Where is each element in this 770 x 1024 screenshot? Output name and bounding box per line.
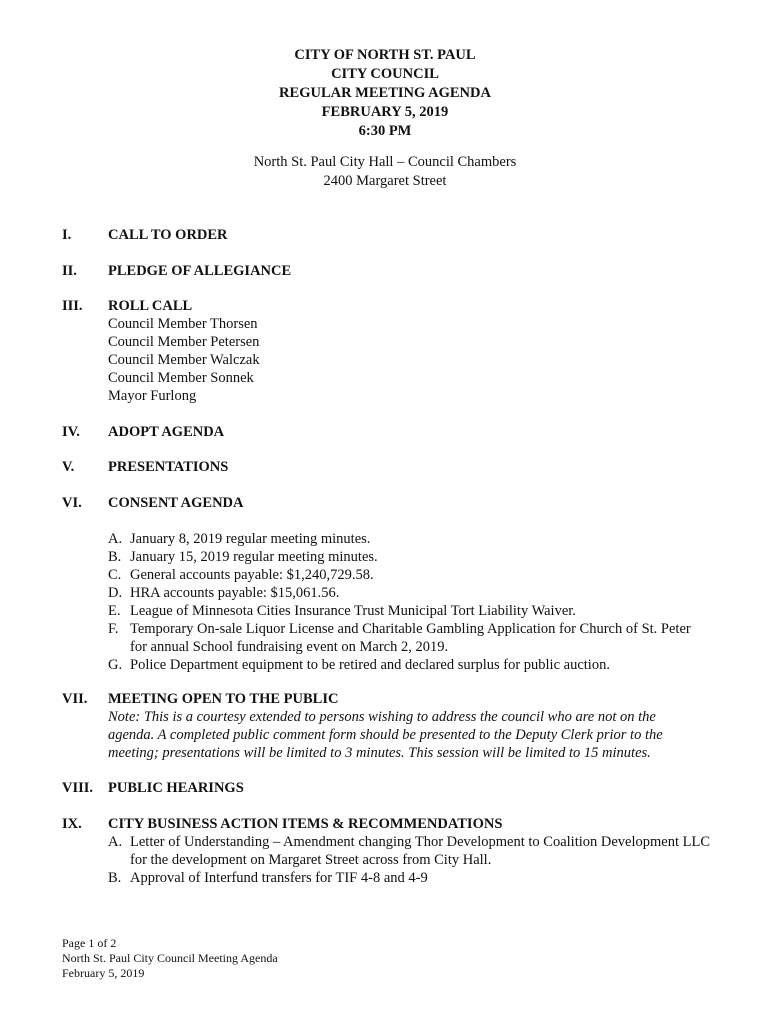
roll-call-member: Council Member Petersen bbox=[108, 334, 260, 350]
section-title: ADOPT AGENDA bbox=[108, 424, 225, 440]
location-address: 2400 Margaret Street bbox=[323, 173, 447, 189]
roll-call-member: Council Member Walczak bbox=[108, 352, 260, 368]
section-title: CITY BUSINESS ACTION ITEMS & RECOMMENDATIONS bbox=[108, 816, 503, 832]
list-item bbox=[108, 566, 740, 584]
section-title: PLEDGE OF ALLEGIANCE bbox=[108, 263, 292, 279]
header-city: CITY OF NORTH ST. PAUL bbox=[294, 47, 476, 63]
section-number: IV. bbox=[62, 424, 80, 440]
list-letter: B. bbox=[108, 870, 122, 886]
section-title: CALL TO ORDER bbox=[108, 227, 228, 243]
header-agenda-type: REGULAR MEETING AGENDA bbox=[279, 85, 491, 101]
list-letter: A. bbox=[108, 834, 123, 850]
list-letter: C. bbox=[108, 567, 122, 583]
roll-call-member: Mayor Furlong bbox=[108, 388, 197, 404]
list-text: Temporary On-sale Liquor License and Charitable Gambling Application for Church of St. Peter for annual School fundraising event on March 2, 2019. bbox=[130, 621, 691, 655]
list-item bbox=[108, 833, 730, 869]
list-text: HRA accounts payable: $15,061.56. bbox=[130, 585, 340, 601]
list-text: League of Minnesota Cities Insurance Trust Municipal Tort Liability Waiver. bbox=[130, 603, 576, 619]
section-title: ROLL CALL bbox=[108, 298, 193, 314]
list-letter: A. bbox=[108, 531, 123, 547]
list-text: General accounts payable: $1,240,729.58. bbox=[130, 567, 374, 583]
section-number: VIII. bbox=[62, 780, 94, 796]
section-number: I. bbox=[62, 227, 72, 243]
header-council: CITY COUNCIL bbox=[331, 66, 439, 82]
document-header bbox=[0, 46, 770, 141]
public-comment-note: Note: This is a courtesy extended to persons wishing to address the council who are not on the agenda. A completed public comment form should be presented to the Deputy Clerk prior to the meeting; presentations will be limited to 3 minutes. This session will be limited to 15 minutes. bbox=[108, 709, 663, 761]
roll-call-member: Council Member Thorsen bbox=[108, 316, 258, 332]
list-item bbox=[108, 656, 740, 674]
meeting-location bbox=[0, 153, 770, 191]
list-item bbox=[108, 530, 740, 548]
list-item bbox=[108, 620, 700, 656]
page-footer bbox=[62, 936, 278, 981]
list-letter: G. bbox=[108, 657, 123, 673]
section-number: II. bbox=[62, 263, 77, 279]
list-item bbox=[108, 584, 740, 602]
list-item bbox=[108, 548, 740, 566]
list-text: January 15, 2019 regular meeting minutes. bbox=[130, 549, 378, 565]
section-number: VII. bbox=[62, 691, 88, 707]
list-letter: D. bbox=[108, 585, 123, 601]
list-text: Police Department equipment to be retired and declared surplus for public auction. bbox=[130, 657, 610, 673]
section-number: IX. bbox=[62, 816, 82, 832]
consent-agenda-list bbox=[108, 530, 748, 674]
section-number: III. bbox=[62, 298, 83, 314]
footer-page-number: Page 1 of 2 bbox=[62, 936, 117, 950]
list-text: Approval of Interfund transfers for TIF 4-8 and 4-9 bbox=[130, 870, 428, 886]
section-number: V. bbox=[62, 459, 75, 475]
section-title: PUBLIC HEARINGS bbox=[108, 780, 244, 796]
section-number: VI. bbox=[62, 495, 82, 511]
roll-call-member: Council Member Sonnek bbox=[108, 370, 254, 386]
footer-document-title: North St. Paul City Council Meeting Agenda bbox=[62, 951, 278, 965]
list-letter: E. bbox=[108, 603, 121, 619]
list-item bbox=[108, 602, 740, 620]
header-time: 6:30 PM bbox=[358, 123, 412, 139]
list-text: January 8, 2019 regular meeting minutes. bbox=[130, 531, 371, 547]
list-text: Letter of Understanding – Amendment changing Thor Development to Coalition Development LLC for the development on Margaret Street across from City Hall. bbox=[130, 834, 711, 868]
section-title: PRESENTATIONS bbox=[108, 459, 229, 475]
footer-date: February 5, 2019 bbox=[62, 966, 145, 980]
city-business-list bbox=[108, 833, 748, 887]
list-letter: F. bbox=[108, 621, 119, 637]
section-title: CONSENT AGENDA bbox=[108, 495, 244, 511]
header-date: FEBRUARY 5, 2019 bbox=[321, 104, 449, 120]
list-letter: B. bbox=[108, 549, 122, 565]
roll-call-list bbox=[108, 315, 748, 405]
section-title: MEETING OPEN TO THE PUBLIC bbox=[108, 691, 339, 707]
location-venue: North St. Paul City Hall – Council Chambers bbox=[253, 154, 517, 170]
list-item bbox=[108, 869, 740, 887]
